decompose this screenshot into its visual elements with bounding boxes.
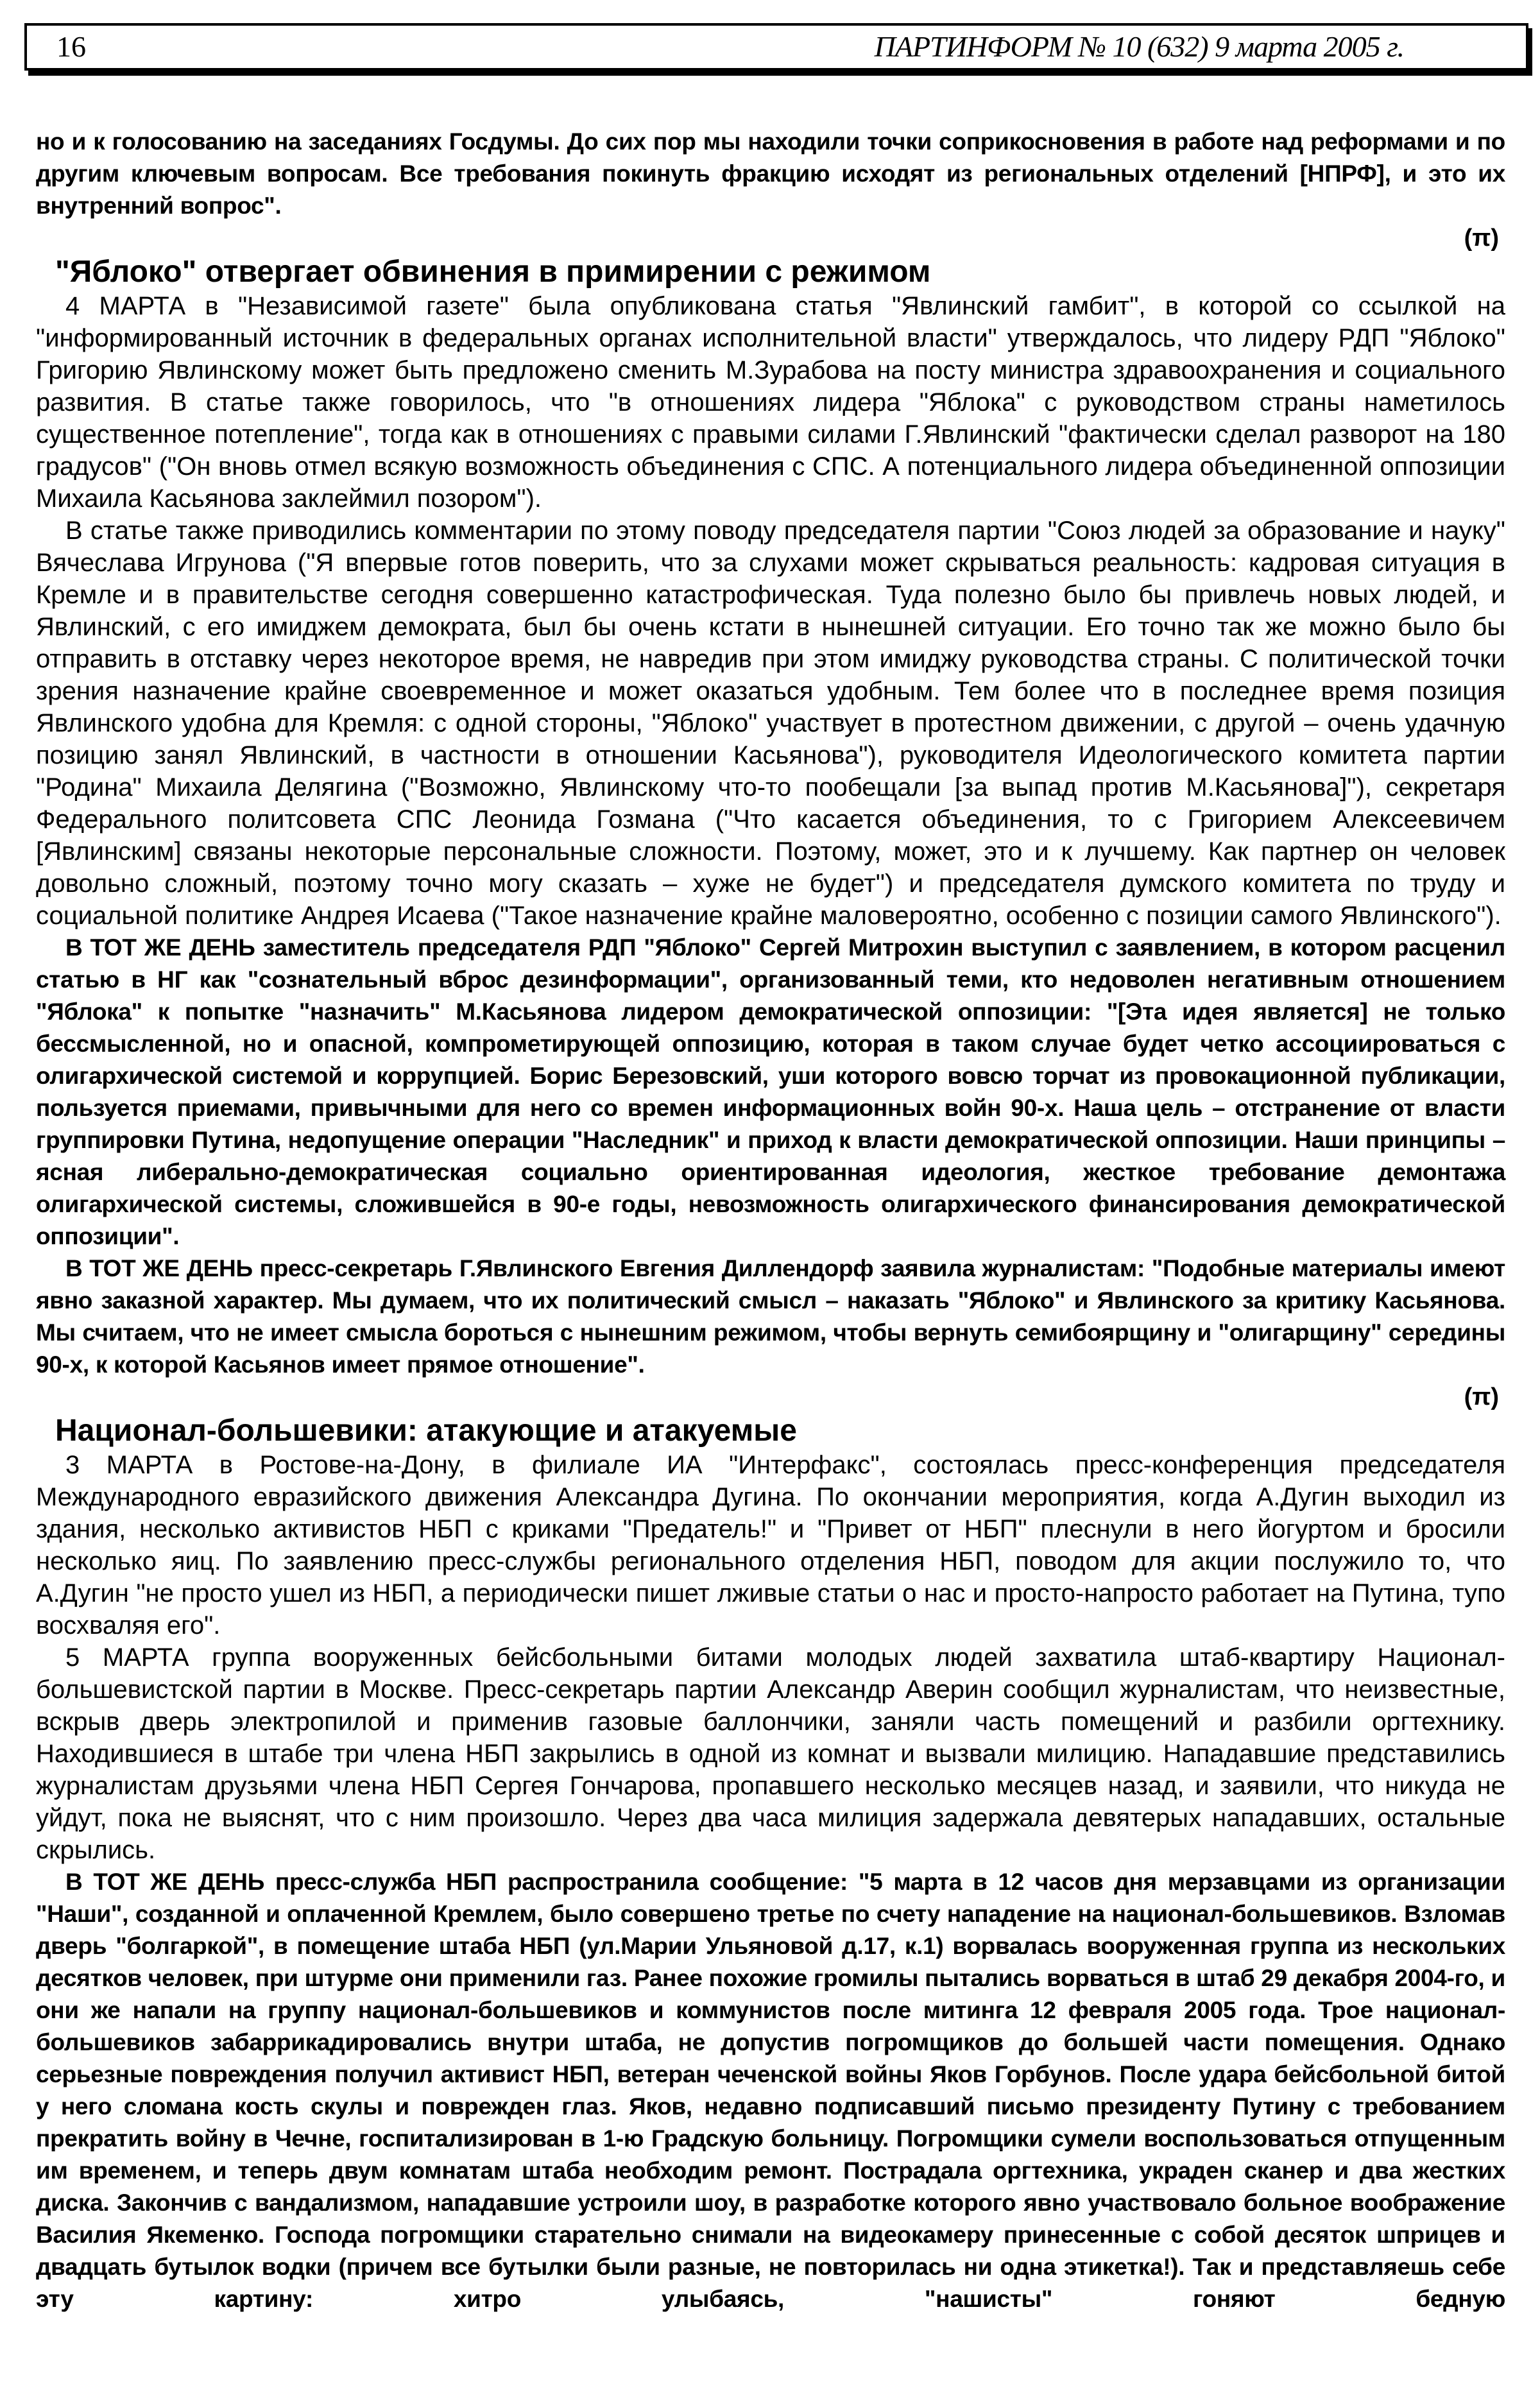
section-heading: Национал-большевики: атакующие и атакуемые: [55, 1414, 797, 1448]
paragraph: 3 МАРТА в Ростове-на-Дону, в филиале ИА "Интерфакс", состоялась пресс-конференция председателя Международного евразийского движения Александра Дугина. По окончании мероприятия, когда А.Дугин выходил из здания, несколько активистов НБП с криками "Предатель!" и "Привет от НБП" плеснули в него йогуртом и бросили несколько яиц. По заявлению пресс-службы регионального отделения НБП, поводом для акции послужило то, что А.Дугин "не просто ушел из НБП, а периодически пишет лживые статьи о нас и просто-напросто работает на Путина, тупо восхваляя его".: [36, 1451, 1505, 1640]
paragraph: В ТОТ ЖЕ ДЕНЬ заместитель председателя РДП "Яблоко" Сергей Митрохин выступил с заявлением, в котором расценил статью в НГ как "сознательный вброс дезинформации", организованный теми, кто недоволен негативным отношением "Яблока" к попытке "назначить" М.Касьянова лидером демократической оппозиции: "[Эта идея является] не только бессмысленной, но и опасной, компрометирующей оппозицию, которая в таком случае будет четко ассоциироваться с олигархической системой и коррупцией. Борис Березовский, уши которого вовсю торчат из провокационной публикации, пользуется приемами, привычными для него со времен информационных войн 90-х. Наша цель – отстранение от власти группировки Путина, недопущение операции "Наследник" и приход к власти демократической оппозиции. Наши принципы – ясная либерально-демократическая социально ориентированная идеология, жесткое требование демонтажа олигархической системы, сложившейся в 90-е годы, невозможность олигархического финансирования демократической оппозиции".: [36, 934, 1505, 1249]
paragraph: 4 МАРТА в "Независимой газете" была опубликована статья "Явлинский гамбит", в которой со ссылкой на "информированный источник в федеральных органах исполнительной власти" утверждалось, что лидеру РДП "Яблоко" Григорию Явлинскому может быть предложено сменить М.Зурабова на посту министра здравоохранения и социального развития. В статье также говорилось, что "в отношениях лидера "Яблока" с руководством страны наметилось существенное потепление", тогда как в отношениях с правыми силами Г.Явлинский "фактически сделал разворот на 180 градусов" ("Он вновь отмел всякую возможность объединения с СПС. А потенциального лидера объединенной оппозиции Михаила Касьянова заклеймил позором").: [36, 292, 1505, 513]
author-signature: (π): [1464, 1384, 1499, 1410]
intro-paragraph: но и к голосованию на заседаниях Госдумы. До сих пор мы находили точки соприкосновения в работе над реформами и по другим ключевым вопросам. Все требования покинуть фракцию исходят из региональных отделений [НПРФ], и это их внутренний вопрос".: [36, 128, 1505, 219]
paragraph: В ТОТ ЖЕ ДЕНЬ пресс-служба НБП распространила сообщение: "5 марта в 12 часов дня мерзавцами из организации "Наши", созданной и оплаченной Кремлем, было совершено третье по счету нападение на национал-большевиков. Взломав дверь "болгаркой", в помещение штаба НБП (ул.Марии Ульяновой д.17, к.1) ворвалась вооруженная группа из нескольких десятков человек, при штурме они применили газ. Ранее похожие громилы пытались ворваться в штаб 29 декабря 2004-го, и они же напали на группу национал-большевиков и коммунистов после митинга 12 февраля 2005 года. Трое национал-большевиков забаррикадировались внутри штаба, не допустив погромщиков до большей части помещения. Однако серьезные повреждения получил активист НБП, ветеран чеченской войны Яков Горбунов. После удара бейсбольной битой у него сломана кость скулы и поврежден глаз. Яков, недавно подписавший письмо президенту Путину с требованием прекратить войну в Чечне, госпитализирован в 1-ю Градскую больницу. Погромщики сумели воспользоваться отпущенным им временем, и теперь двум комнатам штаба необходим ремонт. Пострадала оргтехника, украден сканер и два жестких диска. Закончив с вандализмом, нападавшие устроили шоу, в разработке которого явно участвовало больное воображение Василия Якеменко. Господа погромщики старательно снимали на видеокамеру принесенные с собой десяток шприцев и двадцать бутылок водки (причем все бутылки были разные, не повторилась ни одна этикетка!). Так и представляешь себе эту картину: хитро улыбаясь, "нашисты" гоняют бедную: [36, 1869, 1505, 2312]
section-yabloko: [36, 254, 1505, 1413]
paragraph: В статье также приводились комментарии по этому поводу председателя партии "Союз людей за образование и науку" Вячеслава Игрунова ("Я впервые готов поверить, что за слухами может скрываться реальность: кадровая ситуация в Кремле и в правительстве сегодня совершенно катастрофическая. Туда полезно было бы привлечь новых людей, и Явлинский, с его имиджем демократа, был бы очень кстати в нынешней ситуации. Его точно так же можно было бы отправить в отставку через некоторое время, не навредив при этом имиджу руководства страны. С политической точки зрения назначение крайне своевременное и может оказаться удобным. Тем более что в последнее время позиция Явлинского удобна для Кремля: с одной стороны, "Яблоко" участвует в протестном движении, с другой – очень удачную позицию занял Явлинский, в частности в отношении Касьянова"), руководителя Идеологического комитета партии "Родина" Михаила Делягина ("Возможно, Явлинскому что-то пообещали [за выпад против М.Касьянова]"), секретаря Федерального политсовета СПС Леонида Гозмана ("Что касается объединения, то с Григорием Алексеевичем [Явлинским] связаны некоторые персональные сложности. Поэтому, может, это и к лучшему. Как партнер он человек довольно сложный, поэтому точно могу сказать – хуже не будет") и председателя думского комитета по труду и социальной политике Андрея Исаева ("Такое назначение крайне маловероятно, особенно с позиции самого Явлинского").: [36, 517, 1505, 930]
page-header: [24, 23, 1528, 71]
section-nbp: [36, 1413, 1505, 2315]
page-number: 16: [56, 30, 86, 63]
publication-title: ПАРТИНФОРМ № 10 (632) 9 марта 2005 г.: [874, 30, 1404, 63]
section-heading: "Яблоко" отвергает обвинения в примирении с режимом: [55, 255, 931, 289]
paragraph: В ТОТ ЖЕ ДЕНЬ пресс-секретарь Г.Явлинского Евгения Диллендорф заявила журналистам: "Подобные материалы имеют явно заказной характер. Мы думаем, что их политический смысл – наказать "Яблоко" и Явлинского за критику Касьянова. Мы считаем, что не имеет смысла бороться с нынешним режимом, чтобы вернуть семибоярщину и "олигарщину" середины 90-х, к которой Касьянов имеет прямое отношение".: [36, 1255, 1505, 1378]
paragraph: 5 МАРТА группа вооруженных бейсбольными битами молодых людей захватила штаб-квартиру Национал-большевистской партии в Москве. Пресс-секретарь партии Александр Аверин сообщил журналистам, что неизвестные, вскрыв дверь электропилой и применив газовые баллончики, заняли часть помещений и разбили оргтехнику. Находившиеся в штабе три члена НБП закрылись в одной из комнат и вызвали милицию. Нападавшие представились журналистам друзьями члена НБП Сергея Гончарова, пропавшего несколько месяцев назад, и заявили, что никуда не уйдут, пока не выяснят, что с ним произошло. Через два часа милиция задержала девятерых нападавших, остальные скрылись.: [36, 1643, 1505, 1864]
author-signature: (π): [1464, 225, 1499, 252]
article-body: [36, 126, 1505, 2315]
